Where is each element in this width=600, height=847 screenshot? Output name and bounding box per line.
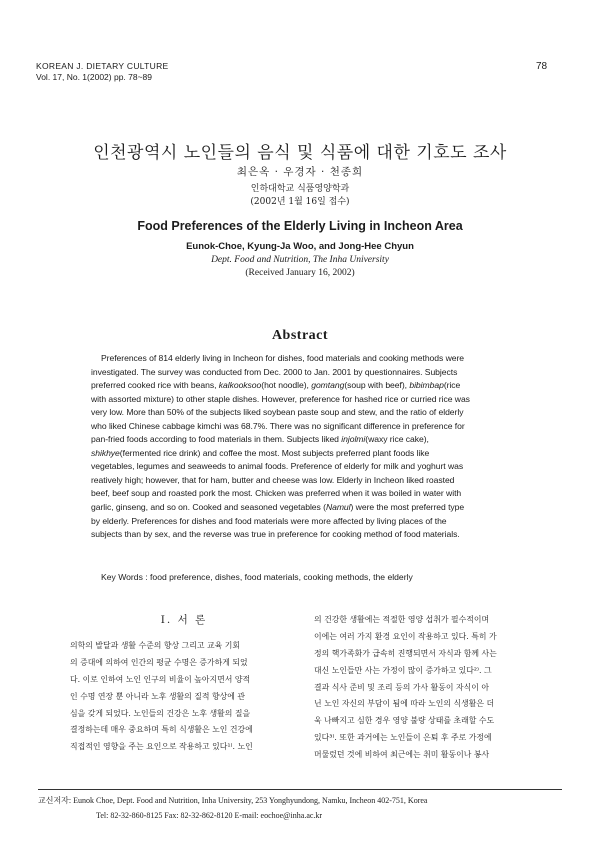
abstract-line: garlic, ginseng, and so on. Cooked and seasoned vegetables (Namul) were the most preferred type: [91, 502, 465, 513]
body-line: 직접적인 영향을 주는 요인으로 작용하고 있다¹⁾. 노인: [70, 742, 253, 752]
page-number: 78: [536, 61, 548, 72]
korean-received-date: (2002년 1월 16일 접수): [250, 197, 350, 207]
abstract-line: beef, beef soup and roasted pork the most. Chicken was preferred when it was boiled in water with: [91, 488, 462, 499]
abstract-line: pan-fried foods according to food materials in them. Subjects liked injolmi(waxy rice cake),: [91, 434, 429, 445]
body-line: 닌 노인 자신의 부담이 됨에 따라 노인의 식생활은 더: [314, 699, 495, 709]
footnote-line: 교신저자: Eunok Choe, Dept. Food and Nutrition, Inha University, 253 Yonghyundong, Namku, Incheon 402-751, Korea: [38, 796, 428, 805]
abstract-line: shikhye(fermented rice drink) and coffee the most. Most subjects preferred plant foods like: [91, 447, 430, 458]
body-line: 대신 노인들만 사는 가정이 많이 증가하고 있다²⁾. 그: [314, 665, 492, 675]
body-column-right: [314, 612, 542, 764]
abstract-line: very low. More than 50% of the subjects liked soybean paste soup and stew, and the ratio of elderly: [91, 407, 464, 418]
keywords: Key Words : food preference, dishes, food materials, cooking methods, the elderly: [101, 572, 413, 582]
section-heading-introduction: I. 서 론: [160, 614, 208, 626]
abstract-line: reatively high; however, that for ham, butter and cheese was low. Elderly in Incheon liked roasted: [91, 474, 455, 485]
body-line: 의 증대에 의하여 인간의 평균 수명은 증가하게 되었: [70, 657, 248, 667]
corresponding-author-footnote: [38, 793, 427, 823]
journal-header: [36, 61, 169, 82]
body-line: 이에는 여러 가지 환경 요인이 작용하고 있다. 특히 가: [314, 631, 497, 641]
abstract-line: Preferences of 814 elderly living in Incheon for dishes, food materials and cooking methods were: [101, 353, 465, 363]
english-authors: Eunok-Choe, Kyung-Ja Woo, and Jong-Hee Chyun: [186, 241, 414, 252]
korean-authors: 최은옥 · 우경자 · 천종희: [236, 166, 364, 178]
abstract-heading: Abstract: [271, 328, 329, 343]
body-line: 있다³⁾. 또한 과거에는 노인들이 은퇴 후 주로 가정에: [314, 733, 492, 743]
korean-title: 인천광역시 노인들의 음식 및 식품에 대한 기호도 조사: [93, 143, 507, 163]
body-line: 욱 나빠지고 심한 경우 영양 불량 상태를 초래할 수도: [314, 716, 495, 726]
abstract-line: investigated. The survey was conducted from Dec. 2000 to Jan. 2001 by questionnaires. Subjects: [91, 366, 458, 377]
footnote-contact: Tel: 82-32-860-8125 Fax: 82-32-862-8120 E-mail: eochoe@inha.ac.kr: [96, 811, 323, 820]
abstract-line: vegetables, legumes and seaweeds to animal foods. Preference of elderly for milk and yoghurt was: [91, 461, 464, 472]
body-line: 머물렀던 것에 비하여 최근에는 취미 활동이나 봉사: [314, 750, 490, 760]
abstract-line: who liked Chinese cabbage kimchi was 68.7%. There was no significant difference in preference for: [91, 420, 465, 431]
body-line: 의 건강한 생활에는 적절한 영양 섭취가 필수적이며: [314, 615, 490, 624]
english-received-date: (Received January 16, 2002): [245, 268, 355, 278]
body-line: 다. 이로 인하여 노인 인구의 비율이 높아지면서 양적: [70, 674, 251, 684]
body-line: 결정하는데 매우 중요하며 특히 식생활은 노인 건강에: [70, 725, 253, 735]
english-title: Food Preferences of the Elderly Living in Incheon Area: [137, 219, 463, 233]
english-affiliation: Dept. Food and Nutrition, The Inha University: [211, 255, 389, 265]
body-line: 인 수명 연장 뿐 아니라 노후 생활의 질적 향상에 관: [70, 691, 246, 701]
body-line: 결과 식사 준비 및 조리 등의 가사 활동이 자식이 아: [314, 682, 490, 692]
body-line: 정의 핵가족화가 급속히 진행되면서 자식과 함께 사는: [314, 648, 497, 658]
korean-affiliation: 인하대학교 식품영양학과: [250, 184, 350, 194]
body-line: 의학의 발달과 생활 수준의 향상 그리고 교육 기회: [70, 641, 241, 650]
abstract-line: subjects than by sex, and the reverse was true in preference for cooking method of food materials.: [91, 529, 460, 540]
journal-name: KOREAN J. DIETARY CULTURE: [36, 61, 169, 71]
abstract-body: [91, 352, 517, 542]
body-column-left: [70, 612, 298, 756]
abstract-line: preferred cooked rice with beans, kalkooksoo(hot noodle), gomtang(soup with beef), bibimbap(rice: [91, 380, 461, 391]
abstract-line: with assorted mixture) to other staple dishes. However, preference for hashed rice or curried rice was: [91, 393, 470, 404]
abstract-line: by elderly. Preferences for dishes and food materials were more affected by living places of the: [91, 515, 447, 526]
journal-volume: Vol. 17, No. 1(2002) pp. 78~89: [36, 71, 153, 82]
footnote-divider: [38, 789, 562, 790]
body-line: 심을 갖게 되었다. 노인들의 건강은 노후 생활의 질을: [70, 708, 251, 718]
